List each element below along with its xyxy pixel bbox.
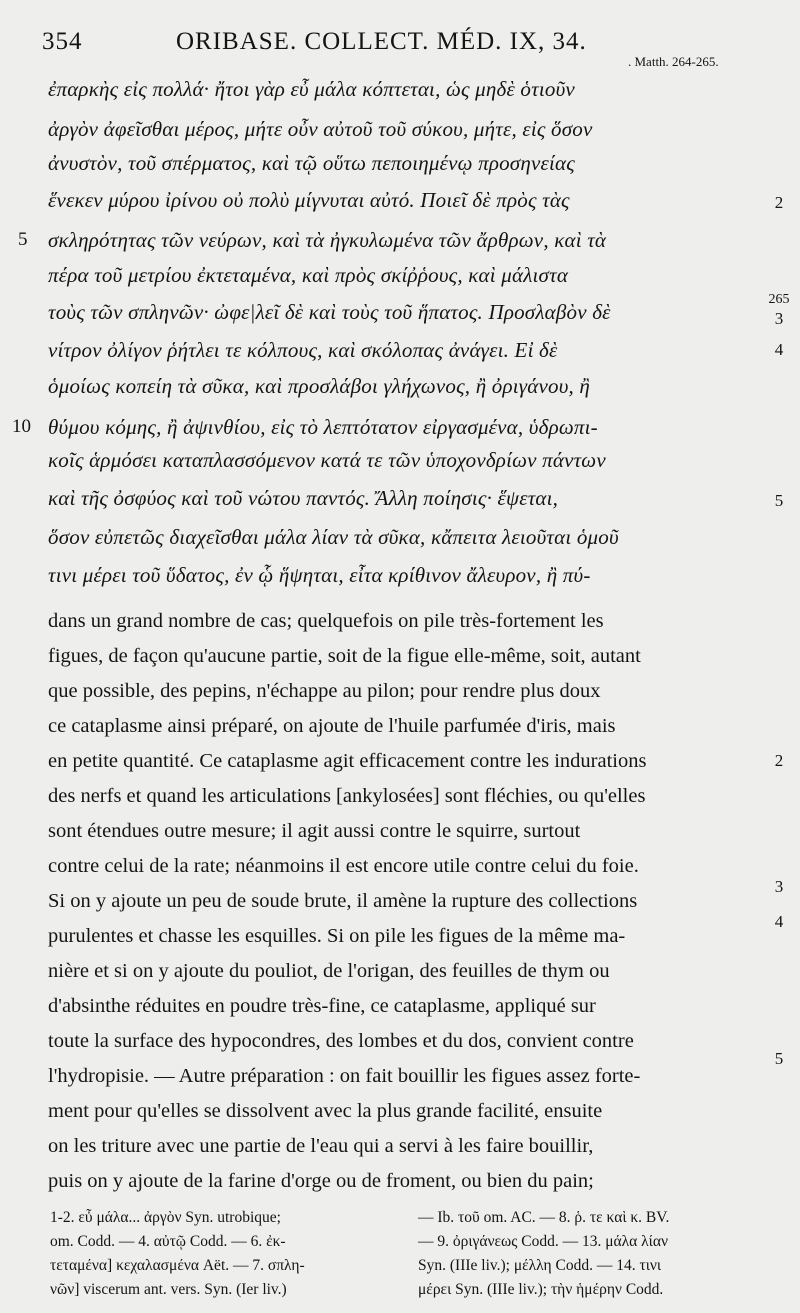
footnotes-left [50, 1206, 305, 1302]
margin-number: 3 [774, 309, 784, 328]
greek-line: ἐπαρκὴς εἰς πολλά· ἤτοι γὰρ εὖ μάλα κόπτεται, ὡς μηδὲ ὁτιοῦν [48, 77, 575, 101]
greek-line: κοῖς ἁρμόσει καταπλασσόμενον κατά τε τῶν ὑποχονδρίων πάντων [48, 448, 606, 472]
french-line: dans un grand nombre de cas; quelquefois on pile très-fortement les [48, 610, 604, 632]
greek-line: πέρα τοῦ μετρίου ἐκτεταμένα, καὶ πρὸς σκίῤῥους, καὶ μάλιστα [48, 263, 569, 287]
footnote-line: μέρει Syn. (IIIe liv.); τὴν ἡμέρην Codd. [418, 1281, 664, 1298]
french-line: nière et si on y ajoute du pouliot, de l'origan, des feuilles de thym ou [48, 960, 610, 982]
french-line: figues, de façon qu'aucune partie, soit de la figue elle-même, soit, autant [48, 645, 641, 667]
footnote-line: νῶν] viscerum ant. vers. Syn. (Ier liv.) [50, 1281, 287, 1298]
french-line: en petite quantité. Ce cataplasme agit efficacement contre les indurations [48, 750, 647, 772]
edition-reference: . Matth. 264-265. [628, 54, 719, 69]
greek-line: ὁμοίως κοπείη τὰ σῦκα, καὶ προσλάβοι γλήχωνος, ἢ ὀριγάνου, ἢ [48, 374, 591, 398]
greek-line: ἕνεκεν μύρου ἰρίνου οὐ πολὺ μίγνυται αὐτό. Ποιεῖ δὲ πρὸς τὰς [48, 188, 570, 212]
french-line: on les triture avec une partie de l'eau qui a servi à les faire bouillir, [48, 1135, 594, 1157]
footnote-line: τεταμένα] κεχαλασμένα Aët. — 7. σπλη- [50, 1257, 305, 1274]
line-number-10: 10 [12, 416, 31, 437]
margin-number: 4 [774, 912, 784, 931]
french-line: sont étendues outre mesure; il agit aussi contre le squirre, surtout [48, 820, 581, 842]
page-number: 354 [42, 28, 83, 55]
margin-number: 3 [774, 877, 784, 896]
greek-line: καὶ τῆς ὀσφύος καὶ τοῦ νώτου παντός. Ἄλλη ποίησις· ἕψεται, [48, 486, 559, 510]
footnotes-right [418, 1206, 669, 1302]
french-line: ment pour qu'elles se dissolvent avec la plus grande facilité, ensuite [48, 1100, 603, 1122]
margin-number: 265 [768, 292, 790, 307]
margin-number: 5 [774, 1049, 784, 1068]
greek-line: ὅσον εὐπετῶς διαχεῖσθαι μάλα λίαν τὰ σῦκα, κἄπειτα λειοῦται ὁμοῦ [48, 525, 619, 549]
french-line: Si on y ajoute un peu de soude brute, il amène la rupture des collections [48, 890, 638, 912]
french-line: purulentes et chasse les esquilles. Si on pile les figues de la même ma- [48, 925, 626, 947]
margin-number: 5 [774, 491, 784, 510]
greek-line: ἀργὸν ἀφεῖσθαι μέρος, μήτε οὖν αὐτοῦ τοῦ σύκου, μήτε, εἰς ὅσον [48, 117, 593, 141]
running-header [42, 20, 622, 60]
margin-number: 2 [774, 193, 784, 212]
french-line: contre celui de la rate; néanmoins il est encore utile contre celui du foie. [48, 855, 639, 877]
margin-number: 2 [774, 751, 784, 770]
footnote-line: 1-2. εὖ μάλα... ἀργὸν Syn. utrobique; [50, 1209, 281, 1226]
french-line: des nerfs et quand les articulations [ankylosées] sont fléchies, ou qu'elles [48, 785, 646, 807]
footnote-line: — 9. ὀριγάνεως Codd. — 13. μάλα λίαν [418, 1233, 668, 1250]
footnote-line: om. Codd. — 4. αὐτῷ Codd. — 6. ἐκ- [50, 1233, 286, 1250]
greek-line: ἀνυστὸν, τοῦ σπέρματος, καὶ τῷ οὕτω πεποιημένῳ προσηνείας [48, 151, 575, 175]
margin-number: 4 [774, 340, 784, 359]
french-line: l'hydropisie. — Autre préparation : on fait bouillir les figues assez forte- [48, 1065, 641, 1087]
greek-line: νίτρον ὀλίγον ῥήτλει τε κόλπους, καὶ σκόλοπας ἀνάγει. Εἰ δὲ [48, 338, 558, 362]
footnote-line: Syn. (IIIe liv.); μέλλη Codd. — 14. τινι [418, 1257, 662, 1274]
line-number-5: 5 [18, 229, 28, 250]
greek-line: τινι μέρει τοῦ ὕδατος, ἐν ᾧ ἥψηται, εἶτα κρίθινον ἄλευρον, ἢ πύ- [48, 563, 591, 587]
french-line: que possible, des pepins, n'échappe au pilon; pour rendre plus doux [48, 680, 601, 702]
greek-line: τοὺς τῶν σπληνῶν· ὠφε|λεῖ δὲ καὶ τοὺς τοῦ ἥπατος. Προσλαβὸν δὲ [48, 300, 611, 324]
french-line: toute la surface des hypocondres, des lombes et du dos, convient contre [48, 1030, 634, 1052]
footnote-line: — Ib. τοῦ om. AC. — 8. ῥ. τε καὶ κ. BV. [418, 1209, 670, 1226]
french-line: ce cataplasme ainsi préparé, on ajoute de l'huile parfumée d'iris, mais [48, 715, 616, 737]
greek-line: σκληρότητας τῶν νεύρων, καὶ τὰ ἠγκυλωμένα τῶν ἄρθρων, καὶ τὰ [48, 228, 607, 252]
french-line: d'absinthe réduites en poudre très-fine, ce cataplasme, appliqué sur [48, 995, 596, 1017]
french-line: puis on y ajoute de la farine d'orge ou de froment, ou bien du pain; [48, 1170, 594, 1192]
greek-line: θύμου κόμης, ἢ ἀψινθίου, εἰς τὸ λεπτότατον εἰργασμένα, ὑδρωπι- [48, 415, 598, 439]
page-title: ORIBASE. COLLECT. MÉD. IX, 34. [176, 28, 587, 55]
